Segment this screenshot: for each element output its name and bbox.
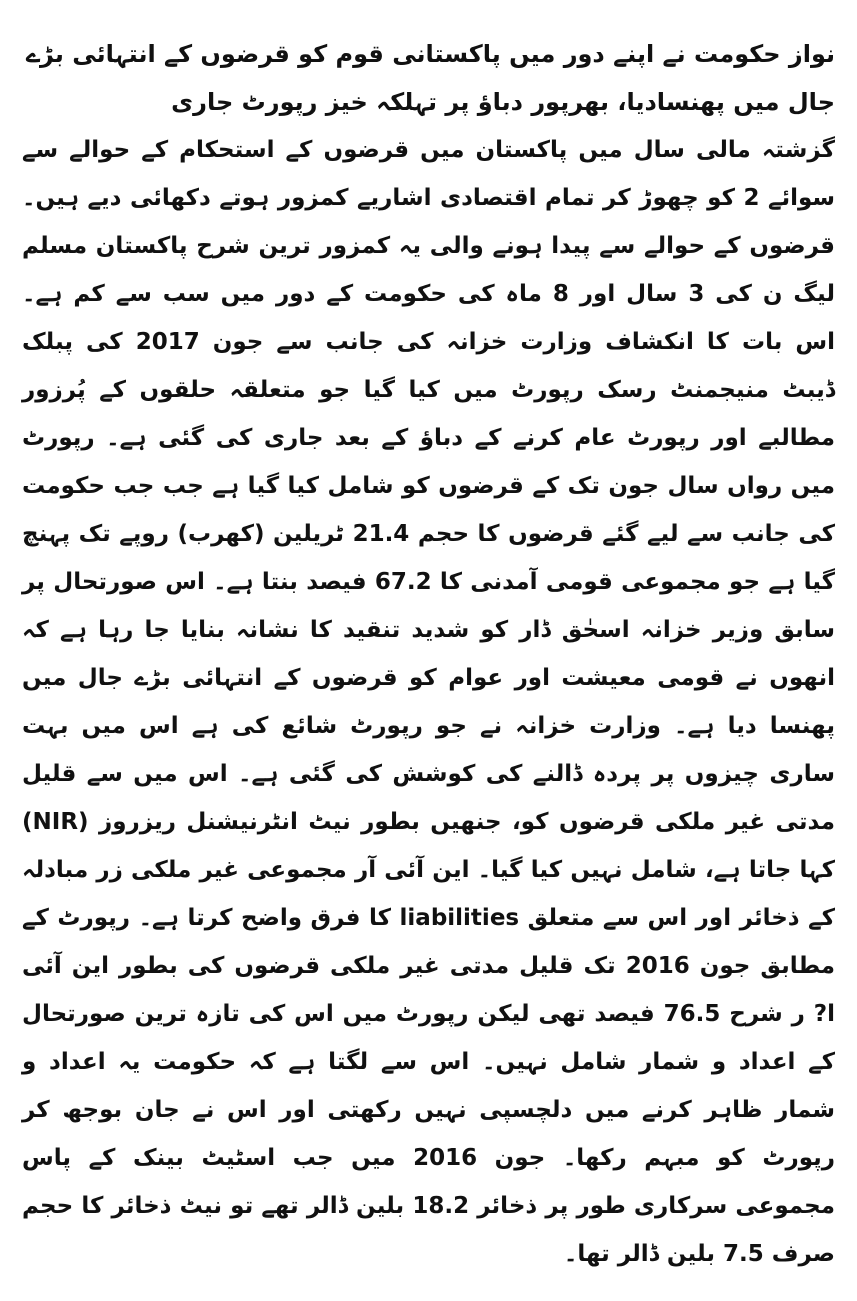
article-headline: نواز حکومت نے اپنے دور میں پاکستانی قوم کو قرضوں کے انتہائی بڑے جال میں پھنسادیا، بھرپور دباؤ پر تہلکہ خیز رپورٹ جاری — [25, 40, 835, 116]
article-body-paragraph: گزشتہ مالی سال میں پاکستان میں قرضوں کے استحکام کے حوالے سے سوائے 2 کو چھوڑ کر تمام اقتصادی اشاریے کمزور ہوتے دکھائی دیے ہیں۔ قرضوں کے حوالے سے پیدا ہونے والی یہ کمزور ترین شرح پاکستان مسلم لیگ ن کی 3 سال اور 8 ماہ کی حکومت کے دور میں سب سے کم ہے۔ اس بات کا انکشاف وزارت خزانہ کی جانب سے جون 2017 کی پبلک ڈیبٹ منیجمنٹ رسک رپورٹ میں کیا گیا جو متعلقہ حلقوں کے پُرزور مطالبے اور رپورٹ عام کرنے کے دباؤ کے بعد جاری کی گئی ہے۔ رپورٹ میں رواں سال جون تک کے قرضوں کو شامل کیا گیا ہے جب جب حکومت کی جانب سے لیے گئے قرضوں کا حجم 21.4 ٹریلین (کھرب) روپے تک پہنچ گیا ہے جو مجموعی قومی آمدنی کا 67.2 فیصد بنتا ہے۔ اس صورتحال پر سابق وزیر خزانہ اسحٰق ڈار کو شدید تنقید کا نشانہ بنایا جا رہا ہے کہ انھوں نے قومی معیشت اور عوام کو قرضوں کے انتہائی بڑے جال میں پھنسا دیا ہے۔ وزارت خزانہ نے جو رپورٹ شائع کی ہے اس میں بہت ساری چیزوں پر پردہ ڈالنے کی کوشش کی گئی ہے۔ اس میں سے قلیل مدتی غیر ملکی قرضوں کو، جنھیں بطور نیٹ انٹرنیشنل ریزروز (NIR) کہا جاتا ہے، شامل نہیں کیا گیا۔ این آئی آر مجموعی غیر ملکی زر مبادلہ کے ذخائر اور اس سے متعلق liabilities کا فرق واضح کرتا ہے۔ رپورٹ کے مطابق جون 2016 تک قلیل مدتی غیر ملکی قرضوں کی بطور این آئی ا? ر شرح 76.5 فیصد تھی لیکن رپورٹ میں اس کی تازہ ترین صورتحال کے اعداد و شمار شامل نہیں۔ اس سے لگتا ہے کہ حکومت یہ اعداد و شمار ظاہر کرنے میں دلچسپی نہیں رکھتی اور اس نے جان بوجھ کر رپورٹ کو مبہم رکھا۔ جون 2016 میں جب اسٹیٹ بینک کے پاس مجموعی سرکاری طور پر ذخائر 18.2 بلین ڈالر تھے تو نیٹ ذخائر کا حجم صرف 7.5 بلین ڈالر تھا۔ — [22, 137, 836, 1267]
